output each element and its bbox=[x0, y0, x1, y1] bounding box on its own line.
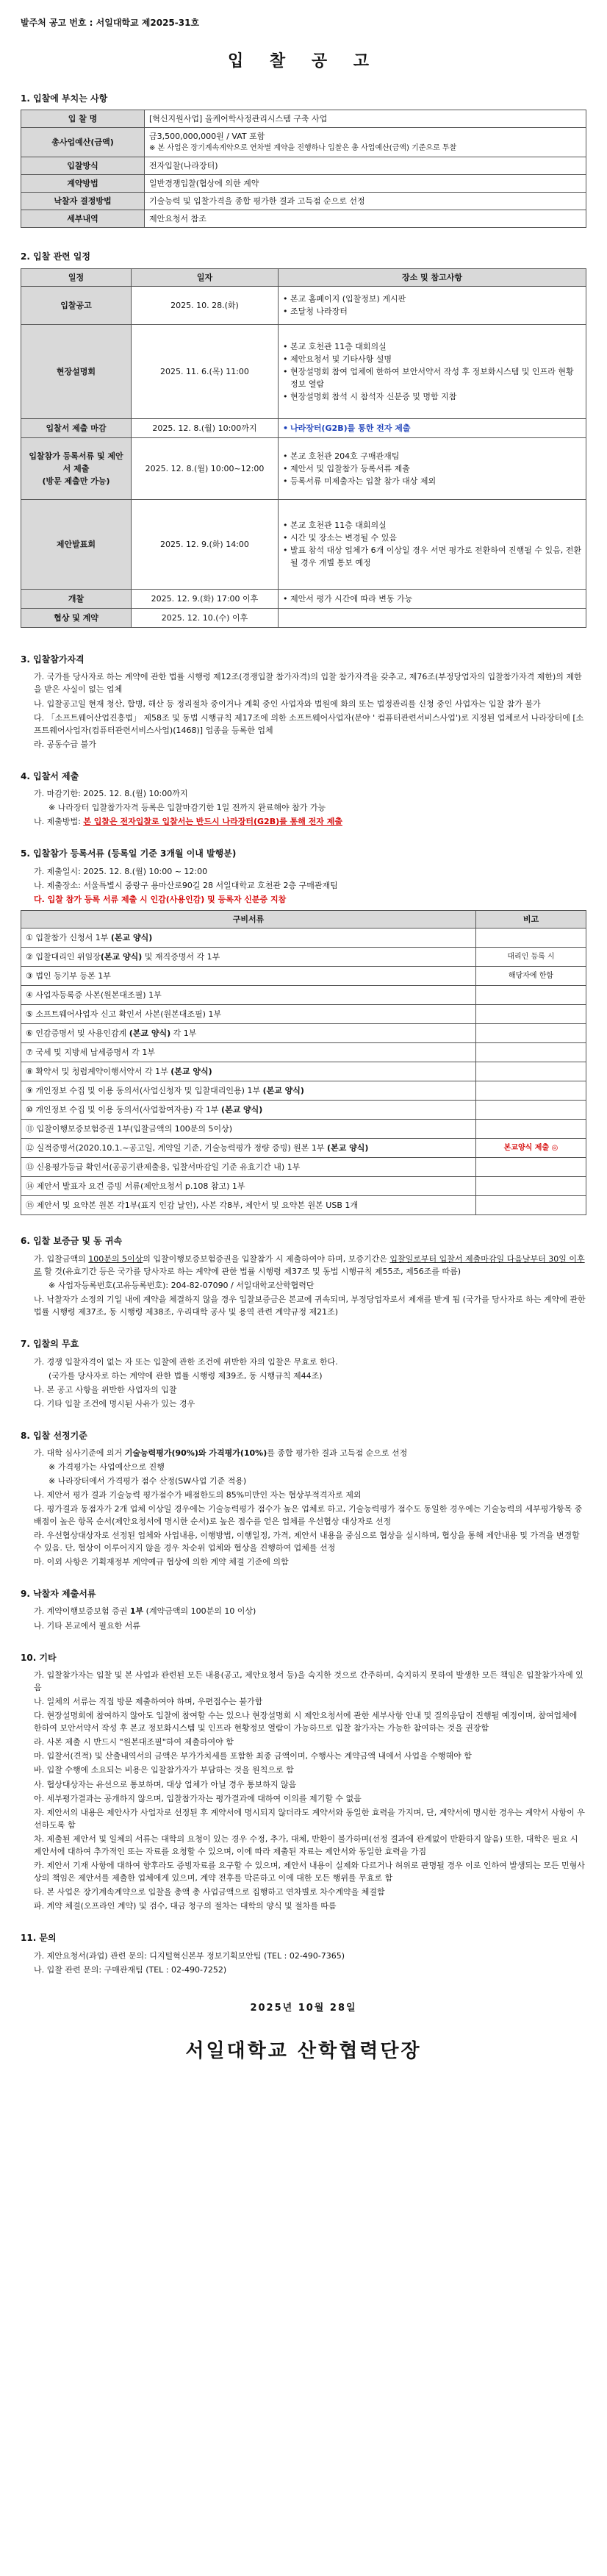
misc-item: 차. 제출된 제안서 및 일체의 서류는 대학의 요청이 있는 경우 수정, 추가, 대체, 반환이 불가하며(선정 결과에 관계없이 반환하지 않음) 또한, 대학은 필요 시 제안서에 대하여 추가적인 또는 자료를 요청할 수 있으며, 이에 따라 제출된 자료는 제안서와 동일한 효력을 가짐 bbox=[34, 1833, 578, 1856]
schedule-key: 개찰 bbox=[21, 589, 132, 608]
table-key: 입찰방식 bbox=[21, 157, 145, 174]
misc-item: 카. 제안서 기재 사항에 대하여 향후라도 증빙자료를 요구할 수 있으며, 제안서 내용이 실제와 다르거나 허위로 판명될 경우 이로 인하여 발생되는 모든 민형사상의 책임은 제안서를 제출한 업체에게 있으며, 계약 전후를 막론하고 이에 대한 모든 행위를 무효로 함 bbox=[34, 1860, 585, 1883]
winner-docs-item: 가. 계약이행보증보험 증권 1부 (계약금액의 100분의 10 이상) bbox=[34, 1606, 256, 1617]
table-value bbox=[145, 128, 586, 157]
schedule-notes bbox=[279, 589, 586, 608]
table-row bbox=[21, 1120, 586, 1139]
table-row bbox=[21, 1024, 586, 1043]
section-6-title: 6. 입찰 보증금 및 동 귀속 bbox=[21, 1236, 123, 1247]
document-note: 본교양식 제출 ◎ bbox=[476, 1139, 586, 1158]
eligibility-item: 라. 공동수급 불가 bbox=[34, 739, 96, 749]
schedule-date: 2025. 12. 9.(화) 17:00 이후 bbox=[132, 589, 279, 608]
list-item: • 본교 호천관 204호 구매관재팀 bbox=[283, 450, 581, 462]
document-item: ⑥ 인감증명서 및 사용인감계 (본교 양식) 각 1부 bbox=[21, 1024, 476, 1043]
eligibility-item: 다. 「소프트웨어산업진흥법」 제58조 및 동법 시행규칙 제17조에 의한 소프트웨어사업자(분야 ' 컴퓨터관련서비스사업')로 지정된 업체로서 나라장터에 [소프트웨어사업자(컴퓨터관련서비스사업)(1468)] 업종을 등록한 업체 bbox=[34, 712, 584, 735]
table-row bbox=[21, 1005, 586, 1024]
list-item: • 본교 호천관 11층 대회의실 bbox=[283, 340, 581, 353]
bid-info-table bbox=[21, 110, 586, 228]
schedule-notes bbox=[279, 324, 586, 418]
table-row bbox=[21, 174, 586, 192]
document-item: ⑫ 실적증명서(2020.10.1.~공고일, 계약일 기준, 기술능력평가 정량 증빙) 원본 1부 (본교 양식) bbox=[21, 1139, 476, 1158]
table-row bbox=[21, 1196, 586, 1215]
table-row bbox=[21, 110, 586, 128]
notice-number: 발주처 공고 번호 : 서일대학교 제2025-31호 bbox=[21, 18, 200, 28]
section-9-title: 9. 낙찰자 제출서류 bbox=[21, 1588, 96, 1599]
registration-place: 나. 제출장소: 서울특별시 중랑구 용마산로90길 28 서일대학교 호천관 2층 구매관재팀 bbox=[34, 881, 338, 891]
registration-warning: 다. 입찰 참가 등록 서류 제출 시 인감(사용인감) 및 등록자 신분증 지참 bbox=[34, 895, 287, 905]
schedule-date: 2025. 12. 9.(화) 14:00 bbox=[132, 499, 279, 589]
selection-item: 라. 우선협상대상자로 선정된 업체와 사업내용, 이행방법, 이행일정, 가격, 제안서 내용을 중심으로 협상을 실시하며, 협상을 통해 제안내용 및 가격을 변경할 수 있음. 단, 협상이 이루어지지 않을 경우 차순위 업체와 협상을 진행하여 업체를 선정 bbox=[34, 1530, 580, 1553]
selection-item: 가. 대학 심사기준에 의거 기술능력평가(90%)와 가격평가(10%)를 종합 평가한 결과 고득점 순으로 선정 bbox=[34, 1448, 408, 1459]
document-note bbox=[476, 1196, 586, 1215]
deposit-note: ※ 사업자등록번호(고유등록번호): 204-82-07090 / 서일대학교산학협력단 bbox=[49, 1280, 315, 1290]
list-item: • 현장설명회 참여 업체에 한하여 보안서약서 작성 후 정보화시스템 및 인프라 현황정보 열람 bbox=[283, 365, 581, 390]
table-key: 낙찰자 결정방법 bbox=[21, 192, 145, 210]
table-row bbox=[21, 324, 586, 418]
table-header-row bbox=[21, 911, 586, 929]
column-header: 일자 bbox=[132, 268, 279, 286]
section-11-title: 11. 문의 bbox=[21, 1932, 57, 1943]
table-row bbox=[21, 1158, 586, 1177]
list-item: • 발표 참석 대상 업체가 6개 이상일 경우 서면 평가로 전환하여 진행될 수 있음, 전환될 경우 개별 통보 예정 bbox=[283, 544, 581, 569]
contact-item: 나. 입찰 관련 문의: 구매관재팀 (TEL : 02-490-7252) bbox=[34, 1964, 227, 1975]
column-header: 장소 및 참고사항 bbox=[279, 268, 586, 286]
submission-method-highlight: 본 입찰은 전자입찰로 입찰서는 반드시 나라장터(G2B)를 통해 전자 제출 bbox=[83, 817, 342, 827]
budget-amount: 금3,500,000,000원 / VAT 포함 bbox=[149, 132, 265, 142]
column-header: 구비서류 bbox=[21, 911, 476, 929]
misc-item: 아. 세부평가결과는 공개하지 않으며, 입찰참가자는 평가결과에 대하여 이의를 제기할 수 없음 bbox=[34, 1793, 362, 1803]
schedule-date: 2025. 10. 28.(화) bbox=[132, 286, 279, 324]
schedule-notes bbox=[279, 437, 586, 499]
misc-item: 나. 일체의 서류는 직접 방문 제출하여야 하며, 우편접수는 불가함 bbox=[34, 1697, 263, 1707]
document-note bbox=[476, 1177, 586, 1196]
table-row bbox=[21, 1043, 586, 1062]
list-item: • 제안서 평가 시간에 따라 변동 가능 bbox=[283, 593, 581, 605]
column-header: 일정 bbox=[21, 268, 132, 286]
table-key: 세부내역 bbox=[21, 210, 145, 228]
table-row bbox=[21, 418, 586, 437]
selection-note: ※ 나라장터에서 가격평가 점수 산정(SW사업 기준 적용) bbox=[49, 1475, 247, 1486]
list-item: • 등록서류 미제출자는 입찰 참가 대상 제외 bbox=[283, 475, 581, 487]
table-row bbox=[21, 128, 586, 157]
document-note bbox=[476, 929, 586, 948]
list-item: • 조달청 나라장터 bbox=[283, 305, 581, 318]
section-3-title: 3. 입찰참가자격 bbox=[21, 654, 85, 665]
section-1-title: 1. 입찰에 부치는 사항 bbox=[21, 93, 108, 104]
document-item: ⑨ 개인정보 수집 및 이용 동의서(사업신청자 및 입찰대리인용) 1부 (본교 양식) bbox=[21, 1081, 476, 1101]
misc-item: 파. 계약 체결(오프라인 계약) 및 검수, 대금 청구의 절차는 대학의 양식 및 절차를 따름 bbox=[34, 1900, 337, 1911]
table-row bbox=[21, 986, 586, 1005]
submission-deadline: 가. 마감기한: 2025. 12. 8.(월) 10:00까지 bbox=[34, 789, 188, 799]
table-row bbox=[21, 1101, 586, 1120]
document-note: 대리인 등록 시 bbox=[476, 948, 586, 967]
selection-item: 다. 평가결과 동점자가 2개 업체 이상일 경우에는 기술능력평가 점수가 높은 업체로 하고, 기술능력평가 점수도 동일한 경우에는 기술능력의 세부평가항목 중 배점이 높은 항목 순서(제안요청서에 명시한 순서)로 높은 점수를 얻은 업체를 우선협상 대상자로 선정 bbox=[34, 1503, 583, 1526]
selection-item: 나. 제안서 평가 결과 기술능력 평가점수가 배점한도의 85%미만인 자는 협상부적격자로 제외 bbox=[34, 1489, 362, 1500]
table-row bbox=[21, 286, 586, 324]
misc-item: 타. 본 사업은 장기계속계약으로 입찰을 총액 총 사업금액으로 집행하고 연차별로 차수계약을 체결함 bbox=[34, 1886, 385, 1897]
table-value: 일반경쟁입찰(협상에 의한 계약 bbox=[145, 174, 586, 192]
invalid-item: 다. 기타 입찰 조건에 명시된 사유가 있는 경우 bbox=[34, 1398, 195, 1409]
document-note bbox=[476, 1081, 586, 1101]
invalid-item: 나. 본 공고 사항을 위반한 사업자의 입찰 bbox=[34, 1384, 177, 1395]
invalid-item: 가. 경쟁 입찰자격이 없는 자 또는 입찰에 관한 조건에 위반한 자의 입찰은 무효로 한다. bbox=[34, 1356, 338, 1367]
table-value: 제안요청서 참조 bbox=[145, 210, 586, 228]
table-value: 기술능력 및 입찰가격을 종합 평가한 결과 고득점 순으로 선정 bbox=[145, 192, 586, 210]
document-note bbox=[476, 1043, 586, 1062]
submission-method: 나. 제출방법: 본 입찰은 전자입찰로 입찰서는 반드시 나라장터(G2B)를 통해 전자 제출 bbox=[34, 817, 342, 827]
misc-item: 사. 협상대상자는 유선으로 통보하며, 대상 업체가 아닐 경우 통보하지 않음 bbox=[34, 1779, 297, 1789]
section-8-title: 8. 입찰 선정기준 bbox=[21, 1430, 87, 1441]
column-header: 비고 bbox=[476, 911, 586, 929]
table-row bbox=[21, 210, 586, 228]
schedule-key: 제안발표회 bbox=[21, 499, 132, 589]
table-row bbox=[21, 157, 586, 174]
list-item: • 현장설명회 참석 시 참석자 신분증 및 명함 지참 bbox=[283, 390, 581, 403]
misc-item: 다. 현장설명회에 참여하지 않아도 입찰에 참여할 수는 있으나 현장설명회 시 제안요청서에 관한 세부사항 안내 및 질의응답이 진행될 예정이며, 참여업체에 한하여 보안서약서 작성 후 본교 정보화시스템 및 인프라 현황정보 열람이 가능하므로 입찰 참가자는 가능한 참여하는 것을 권장함 bbox=[34, 1711, 578, 1734]
table-row bbox=[21, 437, 586, 499]
schedule-notes bbox=[279, 499, 586, 589]
table-value: [혁신지원사업] 올케어학사정관리시스템 구축 사업 bbox=[145, 110, 586, 128]
table-row bbox=[21, 929, 586, 948]
document-note bbox=[476, 1120, 586, 1139]
schedule-notes bbox=[279, 608, 586, 627]
schedule-notes bbox=[279, 418, 586, 437]
registration-time: 가. 제출일시: 2025. 12. 8.(월) 10:00 ~ 12:00 bbox=[34, 867, 208, 877]
misc-item: 가. 입찰참가자는 입찰 및 본 사업과 관련된 모든 내용(공고, 제안요청서 등)을 숙지한 것으로 간주하며, 숙지하지 못하여 발생한 모든 책임은 입찰참가자에 있음 bbox=[34, 1670, 583, 1693]
schedule-key-subline: (방문 제출만 가능) bbox=[42, 476, 110, 486]
closing-date: 2025년 10월 28일 bbox=[250, 2002, 357, 2014]
section-5-title: 5. 입찰참가 등록서류 (등록일 기준 3개월 이내 발행분) bbox=[21, 848, 237, 859]
deposit-item: 가. 입찰금액의 100분의 5이상의 입찰이행보증보험증권을 입찰참가 시 제출하여야 하며, 보증기간은 입찰일로부터 입찰서 제출마감일 다음날부터 30일 이후로 할 것(유효기간 등은 국가를 당사자로 하는 계약에 관한 법률 시행령 제37조 및 동법 시행규칙 제55조, 제56조를 따름) bbox=[34, 1253, 585, 1276]
document-item: ⑮ 제안서 및 요약본 원본 각1부(표지 인감 날인), 사본 각8부, 제안서 및 요약본 원본 USB 1개 bbox=[21, 1196, 476, 1215]
schedule-notes bbox=[279, 286, 586, 324]
list-item: • 나라장터(G2B)를 통한 전자 제출 bbox=[283, 422, 581, 434]
schedule-date: 2025. 12. 8.(월) 10:00까지 bbox=[132, 418, 279, 437]
list-item: • 제안서 및 입찰참가 등록서류 제출 bbox=[283, 462, 581, 475]
misc-item: 바. 입찰 수행에 소요되는 비용은 입찰참가자가 부담하는 것을 원칙으로 함 bbox=[34, 1765, 294, 1775]
document-item: ③ 법인 등기부 등본 1부 bbox=[21, 967, 476, 986]
table-row bbox=[21, 499, 586, 589]
schedule-key bbox=[21, 437, 132, 499]
table-key: 총사업예산(금액) bbox=[21, 128, 145, 157]
document-item: ④ 사업자등록증 사본(원본대조필) 1부 bbox=[21, 986, 476, 1005]
submission-note: ※ 나라장터 입찰참가자격 등록은 입찰마감기한 1일 전까지 완료해야 참가 가능 bbox=[49, 803, 326, 813]
table-row bbox=[21, 1139, 586, 1158]
eligibility-item: 나. 입찰공고일 현재 청산, 합병, 해산 등 정리절차 중이거나 계획 중인 사업자와 법원에 화의 또는 법정관리를 신청 중인 사업자는 입찰 참가 불가 bbox=[34, 698, 541, 709]
invalid-note: (국가를 당사자로 하는 계약에 관한 법률 시행령 제39조, 동 시행규칙 제44조) bbox=[49, 1370, 323, 1381]
document-title: 입 찰 공 고 bbox=[228, 51, 379, 71]
schedule-key-line: 입찰참가 등록서류 및 제안서 제출 bbox=[29, 451, 123, 473]
document-note: 해당자에 한함 bbox=[476, 967, 586, 986]
document-item: ⑤ 소프트웨어사업자 신고 확인서 사본(원본대조필) 1부 bbox=[21, 1005, 476, 1024]
document-item: ① 입찰참가 신청서 1부 (본교 양식) bbox=[21, 929, 476, 948]
document-note bbox=[476, 1024, 586, 1043]
document-item: ⑩ 개인정보 수집 및 이용 동의서(사업참여자용) 각 1부 (본교 양식) bbox=[21, 1101, 476, 1120]
table-row bbox=[21, 1062, 586, 1081]
section-2-title: 2. 입찰 관련 일정 bbox=[21, 251, 90, 262]
table-row bbox=[21, 948, 586, 967]
table-row bbox=[21, 967, 586, 986]
document-note bbox=[476, 1158, 586, 1177]
section-4-title: 4. 입찰서 제출 bbox=[21, 770, 79, 781]
issuer-name: 서일대학교 산학협력단장 bbox=[185, 2039, 422, 2062]
deposit-item: 나. 낙찰자가 소정의 기일 내에 계약을 체결하지 않을 경우 입찰보증금은 본교에 귀속되며, 부정당업자로서 제재를 받게 됨 (국가를 당사자로 하는 계약에 관한 법률 시행령 제37조, 동 시행령 제38조, 우리대학 공사 및 용역 관련 계약규정 제21조) bbox=[34, 1294, 586, 1317]
list-item: • 시간 및 장소는 변경될 수 있음 bbox=[283, 532, 581, 544]
schedule-key: 입찰공고 bbox=[21, 286, 132, 324]
required-documents-table bbox=[21, 910, 586, 1215]
schedule-date: 2025. 11. 6.(목) 11:00 bbox=[132, 324, 279, 418]
document-item: ⑬ 신용평가등급 확인서(공공기관제출용, 입찰서마감일 기준 유효기간 내) 1부 bbox=[21, 1158, 476, 1177]
document-item: ② 입찰대리인 위임장(본교 양식) 및 재직증명서 각 1부 bbox=[21, 948, 476, 967]
selection-item: 마. 이외 사항은 기획재정부 계약예규 협상에 의한 계약 체결 기준에 의함 bbox=[34, 1556, 289, 1567]
selection-note: ※ 가격평가는 사업예산으로 진행 bbox=[49, 1462, 165, 1473]
table-header-row bbox=[21, 268, 586, 286]
schedule-date: 2025. 12. 10.(수) 이후 bbox=[132, 608, 279, 627]
document-note bbox=[476, 1005, 586, 1024]
table-row bbox=[21, 608, 586, 627]
table-row bbox=[21, 589, 586, 608]
winner-docs-item: 나. 기타 본교에서 필요한 서류 bbox=[34, 1620, 140, 1631]
contact-item: 가. 제안요청서(과업) 관련 문의: 디지털혁신본부 정보기획보안팀 (TEL : 02-490-7365) bbox=[34, 1950, 345, 1961]
document-item: ⑧ 확약서 및 청렴계약이행서약서 각 1부 (본교 양식) bbox=[21, 1062, 476, 1081]
table-key: 입 찰 명 bbox=[21, 110, 145, 128]
document-item: ⑦ 국세 및 지방세 납세증명서 각 1부 bbox=[21, 1043, 476, 1062]
section-7-title: 7. 입찰의 무효 bbox=[21, 1339, 79, 1350]
table-row bbox=[21, 1081, 586, 1101]
document-note bbox=[476, 1062, 586, 1081]
eligibility-item: 가. 국가를 당사자로 하는 계약에 관한 법률 시행령 제12조(경쟁입찰 참가자격)의 입찰 참가자격을 갖추고, 제76조(부정당업자의 입찰참가자격 제한)의 제한을 받은 사실이 없는 업체 bbox=[34, 672, 582, 695]
section-10-title: 10. 기타 bbox=[21, 1652, 57, 1663]
list-item: • 제안요청서 및 기타사항 설명 bbox=[283, 353, 581, 365]
document-item: ⑭ 제안서 발표자 요건 증빙 서류(제안요청서 p.108 참고) 1부 bbox=[21, 1177, 476, 1196]
schedule-date: 2025. 12. 8.(월) 10:00~12:00 bbox=[132, 437, 279, 499]
misc-item: 라. 사본 제출 시 반드시 "원본대조필"하여 제출하여야 함 bbox=[34, 1737, 234, 1747]
table-row bbox=[21, 192, 586, 210]
list-item: • 본교 홈페이지 (입찰정보) 게시판 bbox=[283, 293, 581, 305]
schedule-table bbox=[21, 268, 586, 628]
misc-item: 마. 입찰서(견적) 및 산출내역서의 금액은 부가가치세를 포함한 최종 금액이며, 수행사는 계약금액 내에서 사업을 수행해야 함 bbox=[34, 1751, 472, 1761]
misc-item: 자. 제안서의 내용은 제안사가 사업자로 선정된 후 계약서에 명시되지 않더라도 계약서와 동일한 효력을 가지며, 단, 계약서에 명시한 경우는 계약서 사항이 우선하도록 함 bbox=[34, 1807, 585, 1830]
table-value: 전자입찰(나라장터) bbox=[145, 157, 586, 174]
table-row bbox=[21, 1177, 586, 1196]
list-item: • 본교 호천관 11층 대회의실 bbox=[283, 519, 581, 532]
schedule-key: 협상 및 계약 bbox=[21, 608, 132, 627]
budget-note: ※ 본 사업은 장기계속계약으로 연차별 계약을 진행하나 입찰은 총 사업예산(금액) 기준으로 투찰 bbox=[149, 144, 457, 153]
schedule-key: 현장설명회 bbox=[21, 324, 132, 418]
document-note bbox=[476, 986, 586, 1005]
document-item: ⑪ 입찰이행보증보험증권 1부(입찰금액의 100분의 5이상) bbox=[21, 1120, 476, 1139]
table-key: 계약방법 bbox=[21, 174, 145, 192]
schedule-key: 입찰서 제출 마감 bbox=[21, 418, 132, 437]
document-note bbox=[476, 1101, 586, 1120]
